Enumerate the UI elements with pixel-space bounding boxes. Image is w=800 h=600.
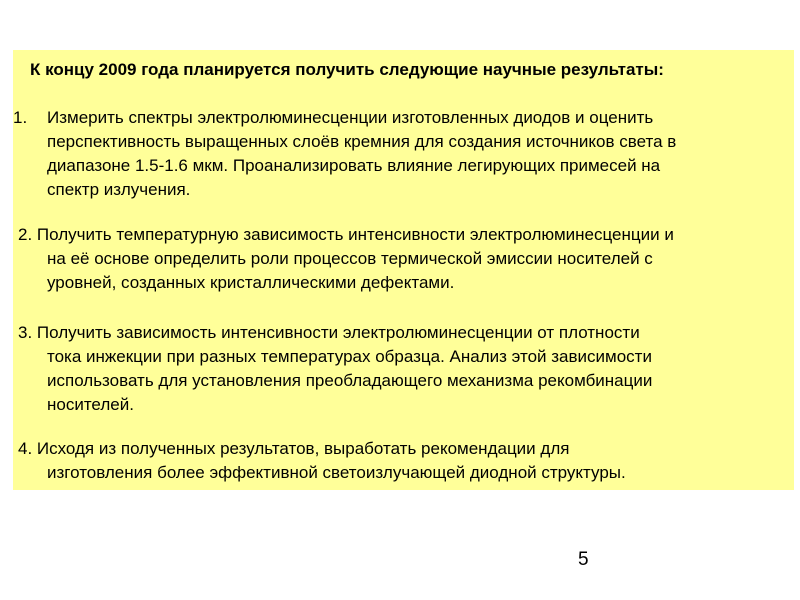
item-line: изготовления более эффективной светоизлучающей диодной структуры.	[47, 463, 626, 482]
content-box	[13, 50, 794, 490]
result-item-2	[18, 223, 674, 295]
item-line: 3. Получить зависимость интенсивности электролюминесценции от плотности	[18, 323, 640, 342]
item-line: 4. Исходя из полученных результатов, выработать рекомендации для	[18, 439, 570, 458]
page-number: 5	[578, 549, 589, 570]
item-line: использовать для установления преобладающего механизма рекомбинации	[47, 371, 653, 390]
item-line: носителей.	[47, 395, 134, 414]
result-item-4	[18, 437, 626, 485]
item-line: Измерить спектры электролюминесценции изготовленных диодов и оценить	[47, 108, 654, 127]
result-item-3	[18, 321, 652, 417]
item-line: уровней, созданных кристаллическими дефектами.	[47, 273, 455, 292]
item-line: 2. Получить температурную зависимость интенсивности электролюминесценции и	[18, 225, 674, 244]
item-line: тока инжекции при разных температурах образца. Анализ этой зависимости	[47, 347, 652, 366]
item-line: диапазоне 1.5-1.6 мкм. Проанализировать влияние легирующих примесей на	[47, 156, 661, 175]
item-line: спектр излучения.	[47, 180, 191, 199]
item-line: на её основе определить роли процессов термической эмиссии носителей с	[47, 249, 653, 268]
item-number: 1.	[13, 108, 28, 127]
item-text	[47, 106, 676, 202]
slide-heading: К концу 2009 года планируется получить следующие научные результаты:	[30, 60, 664, 79]
item-line: перспективность выращенных слоёв кремния для создания источников света в	[47, 132, 677, 151]
